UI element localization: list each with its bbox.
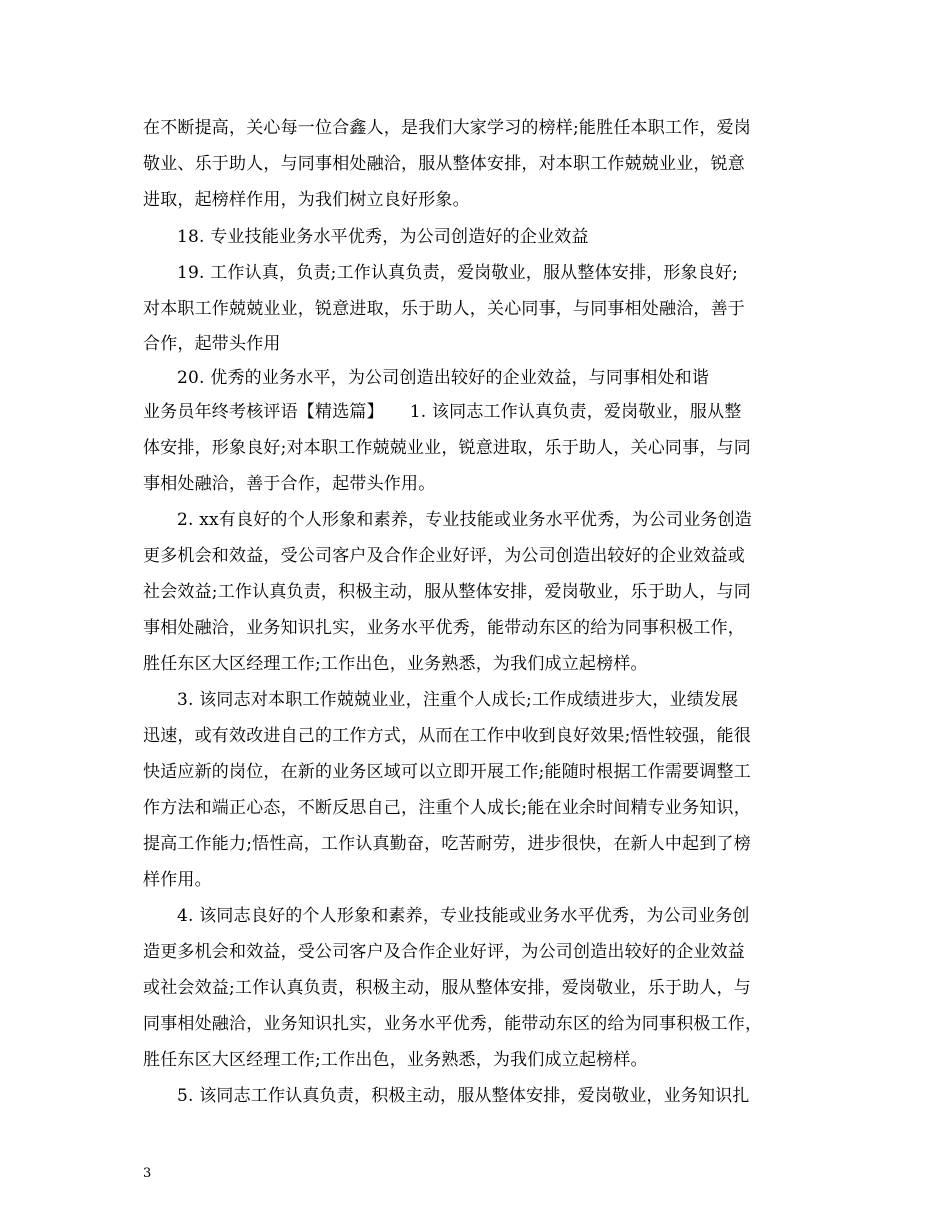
text-line-13: 更多机会和效益，受公司客户及合作企业好评，为公司创造出较好的企业效益或 — [143, 546, 745, 566]
text-line-9: 业务员年终考核评语【精选篇】 1. 该同志工作认真负责，爱岗敬业，服从整 — [143, 402, 742, 422]
text-line-28: 5. 该同志工作认真负责，积极主动，服从整体安排，爱岗敬业，业务知识扎 — [177, 1086, 750, 1106]
text-line-1: 在不断提高，关心每一位合鑫人，是我们大家学习的榜样;能胜任本职工作，爱岗 — [143, 118, 751, 138]
text-line-18: 迅速，或有效改进自己的工作方式，从而在工作中收到良好效果;悟性较强，能很 — [143, 726, 751, 746]
text-line-24: 造更多机会和效益，受公司客户及合作企业好评，为公司创造出较好的企业效益 — [143, 942, 745, 962]
page-number: 3 — [143, 1166, 152, 1181]
text-line-4: 18. 专业技能业务水平优秀，为公司创造好的企业效益 — [177, 227, 589, 247]
text-line-12: 2. xx有良好的个人形象和素养，专业技能或业务水平优秀，为公司业务创造 — [177, 510, 752, 530]
text-line-2: 敬业、乐于助人，与同事相处融洽，服从整体安排，对本职工作兢兢业业，锐意 — [143, 154, 745, 174]
text-line-3: 进取，起榜样作用，为我们树立良好形象。 — [143, 190, 470, 210]
text-line-20: 作方法和端正心态，不断反思自己，注重个人成长;能在业余时间精专业务知识， — [143, 798, 751, 818]
text-line-10: 体安排，形象良好;对本职工作兢兢业业，锐意进取，乐于助人，关心同事，与同 — [143, 438, 751, 458]
text-line-21: 提高工作能力;悟性高，工作认真勤奋，吃苦耐劳，进步很快，在新人中起到了榜 — [143, 834, 751, 854]
text-line-17: 3. 该同志对本职工作兢兢业业，注重个人成长;工作成绩进步大，业绩发展 — [177, 690, 739, 710]
text-line-26: 同事相处融洽，业务知识扎实，业务水平优秀，能带动东区的给为同事积极工作， — [143, 1014, 763, 1034]
text-line-25: 或社会效益;工作认真负责，积极主动，服从整体安排，爱岗敬业，乐于助人，与 — [143, 978, 751, 998]
text-line-6: 对本职工作兢兢业业，锐意进取，乐于助人，关心同事，与同事相处融洽，善于 — [143, 299, 745, 319]
text-line-19: 快适应新的岗位，在新的业务区域可以立即开展工作;能随时根据工作需要调整工 — [143, 762, 751, 782]
text-line-22: 样作用。 — [143, 870, 212, 890]
text-line-15: 事相处融洽，业务知识扎实，业务水平优秀，能带动东区的给为同事积极工作， — [143, 618, 745, 638]
text-line-23: 4. 该同志良好的个人形象和素养，专业技能或业务水平优秀，为公司业务创 — [177, 906, 750, 926]
text-line-14: 社会效益;工作认真负责，积极主动，服从整体安排，爱岗敬业，乐于助人，与同 — [143, 582, 751, 602]
text-line-27: 胜任东区大区经理工作;工作出色，业务熟悉，为我们成立起榜样。 — [143, 1050, 648, 1070]
text-line-11: 事相处融洽，善于合作，起带头作用。 — [143, 474, 436, 494]
text-line-8: 20. 优秀的业务水平，为公司创造出较好的企业效益，与同事相处和谐 — [177, 368, 710, 388]
text-line-16: 胜任东区大区经理工作;工作出色，业务熟悉，为我们成立起榜样。 — [143, 654, 648, 674]
text-line-7: 合作，起带头作用 — [143, 334, 281, 354]
text-line-5: 19. 工作认真，负责;工作认真负责，爱岗敬业，服从整体安排，形象良好; — [177, 263, 739, 283]
